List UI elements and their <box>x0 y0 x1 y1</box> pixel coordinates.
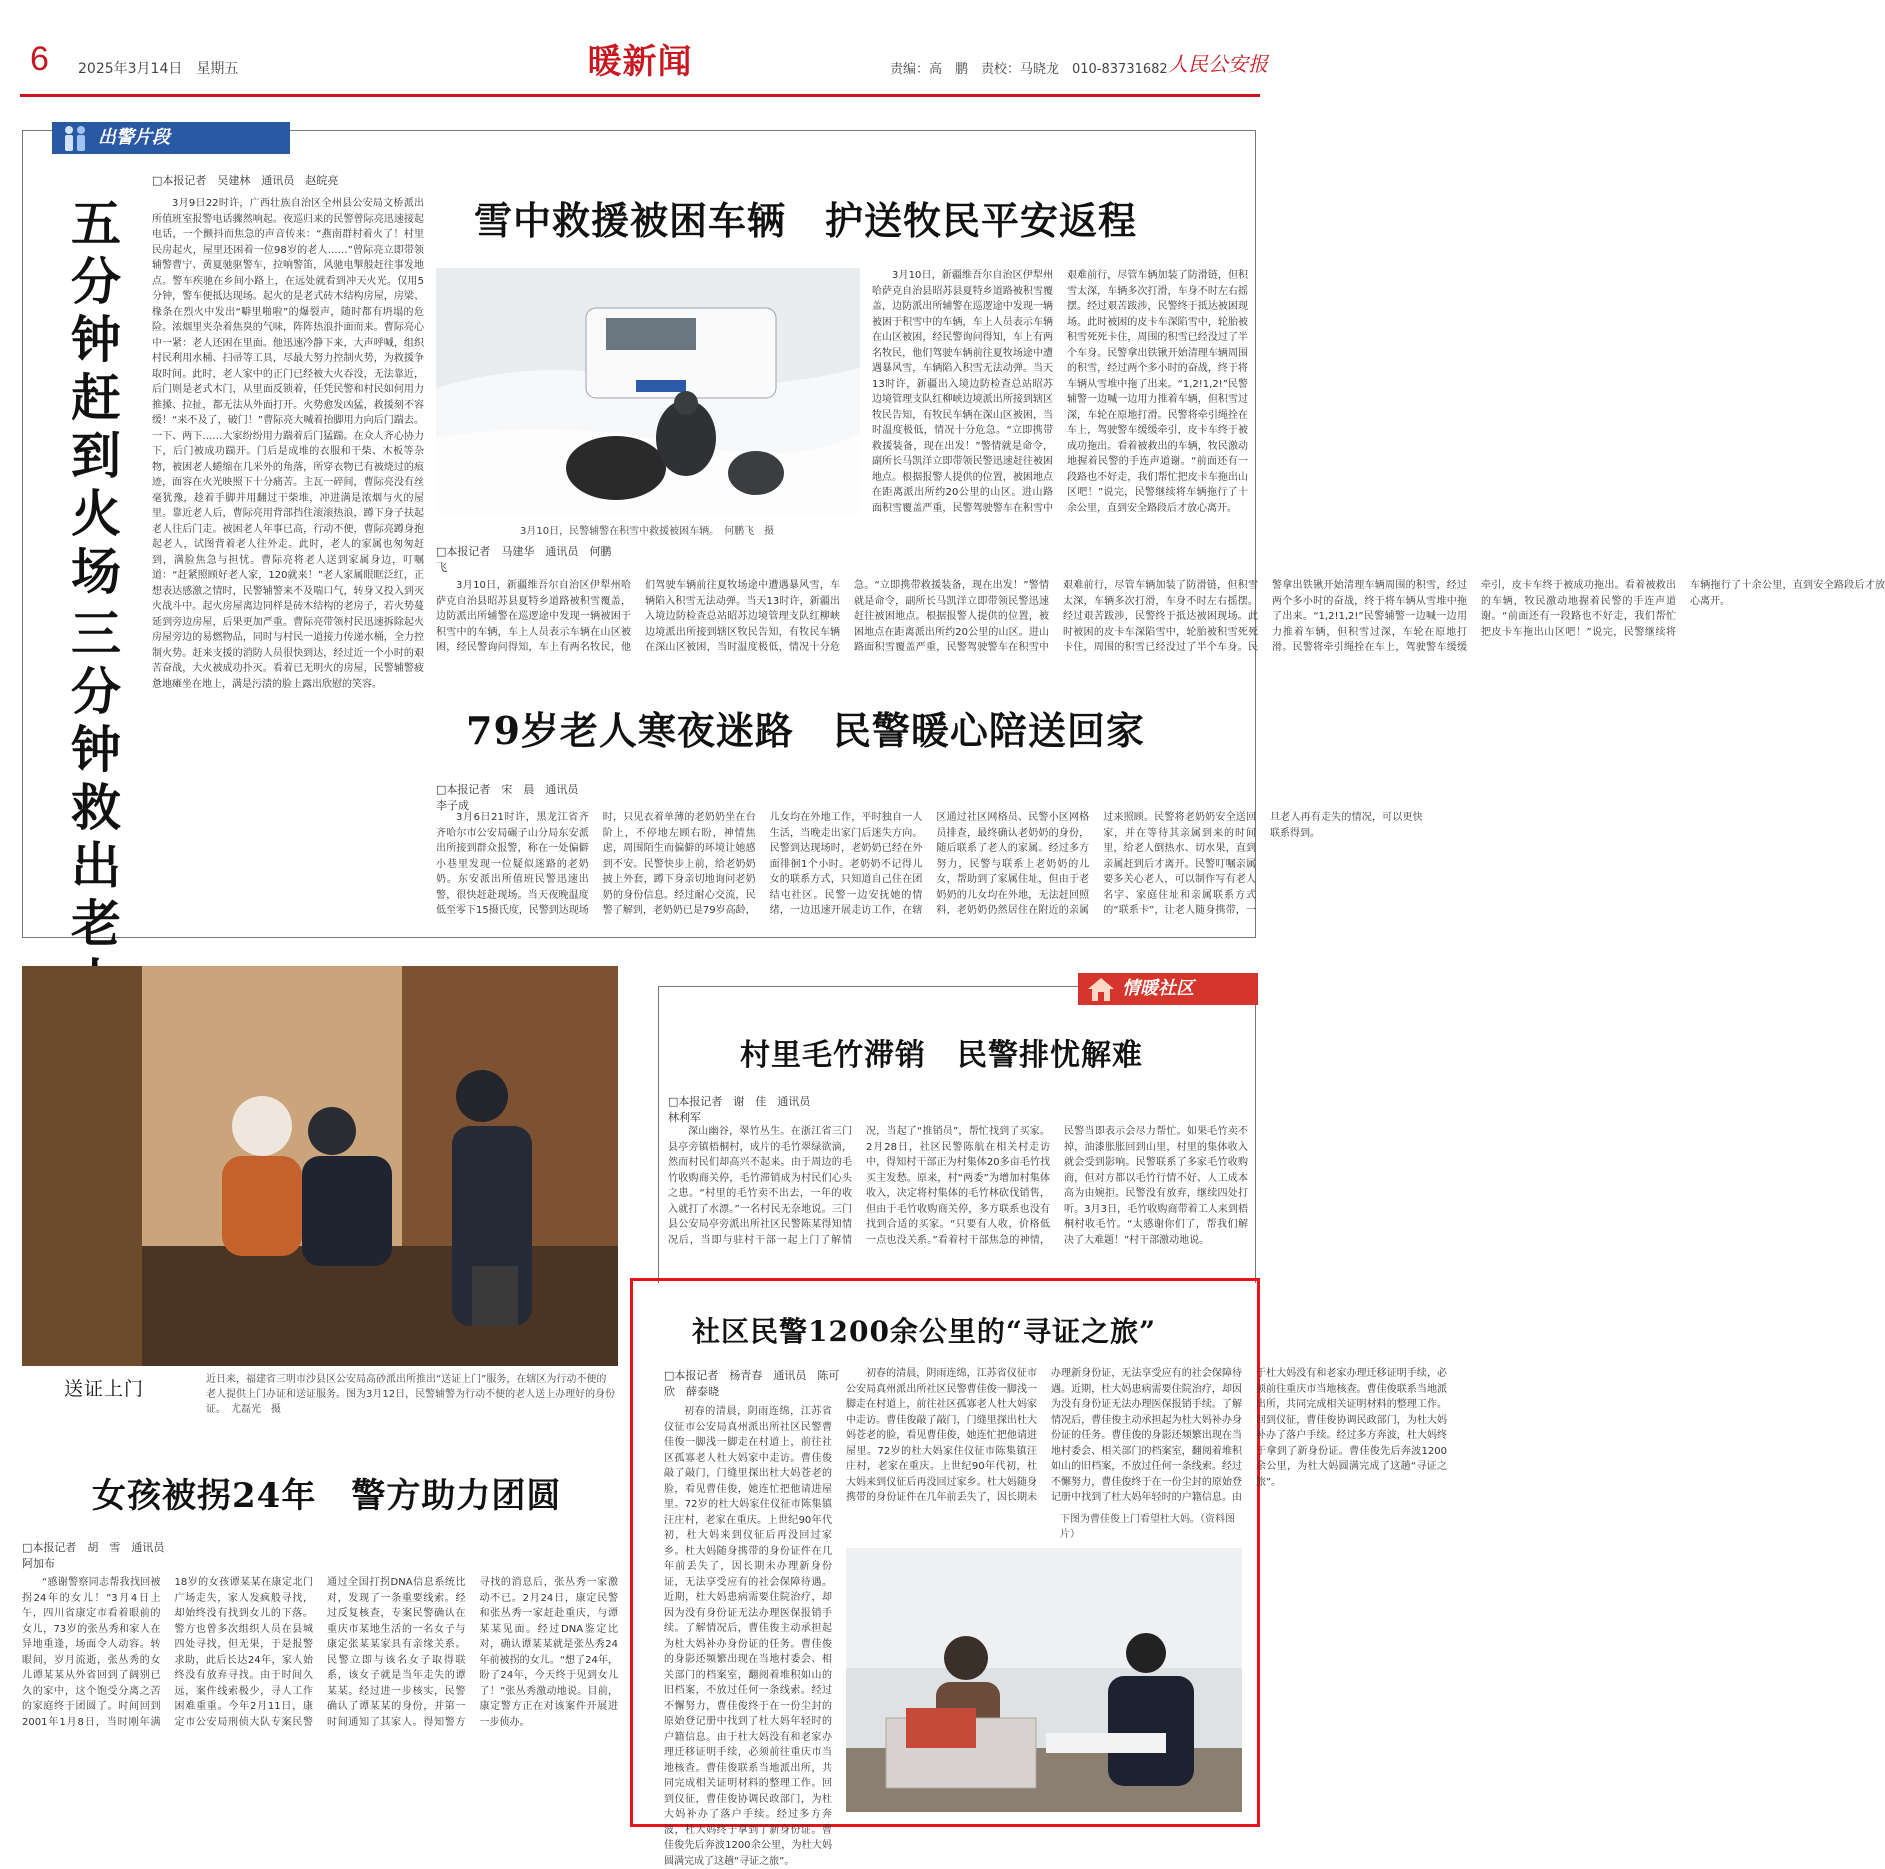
story2-body-col2: 3月10日，新疆维吾尔自治区伊犁州哈萨克自治县昭苏县夏特乡道路被积雪覆盖，边防派出所辅警在巡逻途中发现一辆被困于积雪中的车辆，车上人员表示车辆在山区被困，经民警询问得知，车上有两名牧民，他们驾驶车辆前往夏牧场途中遭遇暴风雪，车辆陷入积雪无法动弹。当天13时许，新疆出入境边防检查总站昭苏边境管理支队红柳峡边境派出所接到辖区牧民告知，有牧民车辆在深山区被困，当时温度极低，情况十分危急。“立即携带救援装备，现在出发！”警情就是命令，副所长马凯洋立即带领民警迅速赶往被困地点。根据报警人提供的位置，被困地点在距离派出所约20公里的山区。进山路面积雪覆盖严重，民警驾驶警车在积雪中艰难前行，尽管车辆加装了防滑链，但积雪太深，车辆多次打滑，车身不时左右摇摆。经过艰苦跋涉，民警终于抵达被困现场。此时被困的皮卡车深陷雪中，轮胎被积雪死死卡住，周围的积雪已经没过了半个车身。民警拿出铁锹开始清理车辆周围的积雪，经过两个多小时的奋战，终于将车辆从雪堆中拖了出来。“1,2!1,2!”民警辅警一边喊一边用力推着车辆，但积雪过深，车轮在原地打滑。民警将牵引绳拴在车上，驾驶警车缓缓牵引，皮卡车终于被成功拖出。看着被救出的车辆，牧民激动地握着民警的手连声道谢。“前面还有一段路也不好走，我们帮忙把皮卡车拖出山区吧！”说完，民警继续将车辆拖行了十余公里，直到安全路段后才放心离开。 <box>872 270 1248 514</box>
story3-body: 3月6日21时许，黑龙江省齐齐哈尔市公安局碾子山分局东安派出所接到群众报警，称在一处偏僻小巷里发现一位疑似迷路的老奶奶。东安派出所值班民警迅速出警，很快赶赴现场。当天夜晚温度低至零下15摄氏度，民警到达现场时，只见衣着单薄的老奶奶坐在台阶上，不停地左顾右盼，神情焦虑，周围陌生而偏僻的环境让她感到不安。民警快步上前，给老奶奶披上外套，蹲下身亲切地询问老奶奶的身份信息。经过耐心交流，民警了解到，老奶奶已是79岁高龄，儿女均在外地工作，平时独自一人生活，当晚走出家门后迷失方向。民警到达现场时，老奶奶已经在外面徘徊1个小时。老奶奶不记得儿女的联系方式，只知道自己住在团结屯社区。民警一边安抚她的情绪，一边迅速开展走访工作，在辖区通过社区网格员、民警小区网格员排查，最终确认老奶奶的身份，随后联系了老人的家属。经过多方努力，民警与联系上老奶奶的儿女，帮助到了家属住址，但由于老奶奶的儿女均在外地，无法赶回照料，老奶奶仍然居住在附近的亲属过来照顾。民警将老奶奶安全送回家，并在等待其亲属到来的时间里，给老人倒热水、切水果，直到亲属赶到后才离开。民警叮嘱亲属要多关心老人，可以制作写有老人名字、家庭住址和亲属联系方式的“联系卡”，让老人随身携带，一旦老人再有走失的情况，可以更快联系得到。 <box>436 812 1423 916</box>
section-tag-qingnuan <box>1078 973 1258 1005</box>
police-figures-icon <box>60 125 90 151</box>
story5-photo-visit <box>846 1548 1242 1812</box>
issue-date: 2025年3月14日 星期五 <box>78 61 239 77</box>
photo-id-delivery-caption: 近日来，福建省三明市沙县区公安局高砂派出所推出“送证上门”服务，在辖区为行动不便的老人提供上门办证和送证服务。图为3月12日，民警辅警为行动不便的老人送上办理好的身份证。 尤磊光 摄 <box>206 1374 616 1415</box>
page-number: 6 <box>30 40 49 78</box>
story2-title: 雪中救援被困车辆 护送牧民平安返程 <box>474 198 1138 243</box>
story4-title: 村里毛竹滞销 民警排忧解难 <box>740 1038 1143 1073</box>
section-tag-label: 情暖社区 <box>1122 978 1194 999</box>
house-icon <box>1086 976 1116 1002</box>
masthead-rule <box>20 94 1260 97</box>
story3-byline: □本报记者 宋 晨 通讯员 李子成 <box>436 783 590 812</box>
story2-photo-caption: 3月10日，民警辅警在积雪中救援被困车辆。 何鹏飞 摄 <box>520 526 775 537</box>
masthead <box>0 0 1280 100</box>
story3-title: 79岁老人寒夜迷路 民警暖心陪送回家 <box>466 708 1145 753</box>
story2-body-col1: 3月10日，新疆维吾尔自治区伊犁州哈萨克自治县昭苏县夏特乡道路被积雪覆盖，边防派出所辅警在巡逻途中发现一辆被困于积雪中的车辆，车上人员表示车辆在山区被困，经民警询问得知，车上有两名牧民，他们驾驶车辆前往夏牧场途中遭遇暴风雪，车辆陷入积雪无法动弹。当天13时许，新疆出入境边防检查总站昭苏边境管理支队红柳峡边境派出所接到辖区牧民告知，有牧民车辆在深山区被困，当时温度极低，情况十分危急。“立即携带救援装备，现在出发！”警情就是命令，副所长马凯洋立即带领民警迅速赶往被困地点。根据报警人提供的位置，被困地点在距离派出所约20公里的山区。进山路面积雪覆盖严重，民警驾驶警车在积雪中艰难前行，尽管车辆加装了防滑链，但积雪太深，车辆多次打滑，车身不时左右摇摆。经过艰苦跋涉，民警终于抵达被困现场。此时被困的皮卡车深陷雪中，轮胎被积雪死死卡住，周围的积雪已经没过了半个车身。民警拿出铁锹开始清理车辆周围的积雪，经过两个多小时的奋战，终于将车辆从雪堆中拖了出来。“1,2!1,2!”民警辅警一边喊一边用力推着车辆，但积雪过深，车轮在原地打滑。民警将牵引绳拴在车上，驾驶警车缓缓牵引，皮卡车终于被成功拖出。看着被救出的车辆，牧民激动地握着民警的手连声道谢。“前面还有一段路也不好走，我们帮忙把皮卡车拖出山区吧！”说完，民警继续将车辆拖行了十余公里，直到安全路段后才放心离开。 <box>436 580 1885 653</box>
section-tag-label: 出警片段 <box>98 127 170 148</box>
story5-title: 社区民警1200余公里的“寻证之旅” <box>692 1315 1157 1348</box>
photo-id-delivery-title: 送证上门 <box>64 1378 145 1400</box>
section-tag-chujing <box>52 122 290 154</box>
photo-id-delivery <box>22 966 618 1366</box>
section-title: 暖新闻 <box>587 42 693 82</box>
story1-title-line1: 五 分 钟 赶 到 火 场 <box>71 194 121 601</box>
story6-title: 女孩被拐24年 警方助力团圆 <box>92 1476 562 1516</box>
story1-body: 3月9日22时许，广西壮族自治区全州县公安局文桥派出所值班室报警电话骤然响起。夜巡归来的民警曾际亮迅速接起电话，一个颤抖而焦急的声音传来：“燕南群村着火了！村里民房起火，屋里还困着一位98岁的老人……”曾际亮立即带领辅警曹宁、黄夏驰驱警车，拉响警笛，风驰电掣般赶往事发地点。警车疾驰在乡间小路上，在远处就看到冲天火光。仅用5分钟，警车便抵达现场。起火的是老式砖木结构房屋，房梁、椽条在烈火中发出“噼里啪啦”的爆裂声，随时都有坍塌的危险。浓烟里夹杂着焦臭的气味，阵阵热浪扑面而来。曹际亮心中一紧：老人还困在里面。他迅速冷静下来，大声呼喊，组织村民利用水桶、扫帚等工具，尽最大努力控制火势，为救援争取时间。此时，老人家中的正门已经被大火吞没，无法靠近，后门则是老式木门，从里面反锁着，任凭民警和村民如何用力推搡、拉扯，都无法从外面打开。火势愈发凶猛，救援刻不容缓！“来不及了，破门！”曹际亮大喊着抬脚用力向后门踹去。一下、两下……大家纷纷用力踹着后门猛踹。在众人齐心协力下，后门被成功踹开。门后是成堆的衣服和干柴、木板等杂物，被困老人蜷缩在几米外的角落，所穿衣物已有被烧过的痕迹，面容在火光映照下十分痛苦。主瓦一碎间，曹际亮没有丝毫犹豫，趁着手脚并用翻过干柴堆，冲进满是浓烟与火的屋里。靠近老人后，曹际亮用背部挡住滚滚热浪，蹲下身子扶起老人往后门走。被困老人年事已高，行动不便，曹际亮蹲身抱起老人，试图背着老人往外走。此时，老人的家属也匆匆赶到，满脸焦急与担忧。曹际亮将老人送到家属身边，叮嘱道：“赶紧照顾好老人家，120就来！”老人家属眼眶泛红，正想表达感激之情时，民警辅警来不及喘口气，转身又投入到灭火战斗中。起火房屋离边同样是砖木结构的老房子，若火势蔓延到旁边房屋，后果更加严重。曹际亮带领村民迅速拆除起火房屋旁边的易燃物品，同时与村民一道接力传递水桶，全力控制火势。赶来支援的消防人员很快到达，经过近一个小时的艰苦奋战，大火被成功扑灭。看着已无明火的房屋，民警辅警疲惫地瘫坐在地上，满是污渍的脸上露出欣慰的笑容。 <box>152 198 424 690</box>
story2-photo-snow-rescue <box>436 268 860 516</box>
story5-body: 初春的清晨，阴雨连绵，江苏省仪征市公安局真州派出所社区民警曹佳俊一脚浅一脚走在村道上，前往社区孤寡老人杜大妈家中走访。曹佳俊敲了敲门，门缝里探出杜大妈苍老的脸，看见曹佳俊，她连忙把他请进屋里。72岁的杜大妈家住仪征市陈集镇汪庄村，老家在重庆。上世纪90年代初，杜大妈来到仪征后再没回过家乡。杜大妈随身携带的身份证件在几年前丢失了，因长期未办理新身份证，无法享受应有的社会保障待遇。近期，杜大妈患病需要住院治疗，却因为没有身份证无法办理医保报销手续。了解情况后，曹佳俊主动承担起为杜大妈补办身份证的任务。曹佳俊的身影还频繁出现在当地村委会、相关部门的档案室，翻阅着堆积如山的旧档案，不放过任何一条线索。经过不懈努力，曹佳俊终于在一份尘封的原始登记册中找到了杜大妈年轻时的户籍信息。由于杜大妈没有和老家办理迁移证明手续，必须前往重庆市当地核查。曹佳俊联系当地派出所，共同完成相关证明材料的整理工作。回到仪征，曹佳俊协调民政部门，为杜大妈补办了落户手续。经过多方奔波，杜大妈终于拿到了新身份证。曹佳俊先后奔波1200余公里，为杜大妈圆满完成了这趟“寻证之旅”。 <box>664 1406 832 1867</box>
story1-title-line2: 三 分 钟 救 出 老 <box>71 604 121 953</box>
story5-body-col2: 初春的清晨，阴雨连绵，江苏省仪征市公安局真州派出所社区民警曹佳俊一脚浅一脚走在村道上，前往社区孤寡老人杜大妈家中走访。曹佳俊敲了敲门，门缝里探出杜大妈苍老的脸，看见曹佳俊，她连忙把他请进屋里。72岁的杜大妈家住仪征市陈集镇汪庄村，老家在重庆。上世纪90年代初，杜大妈来到仪征后再没回过家乡。杜大妈随身携带的身份证件在几年前丢失了，因长期未办理新身份证，无法享受应有的社会保障待遇。近期，杜大妈患病需要住院治疗，却因为没有身份证无法办理医保报销手续。了解情况后，曹佳俊主动承担起为杜大妈补办身份证的任务。曹佳俊的身影还频繁出现在当地村委会、相关部门的档案室，翻阅着堆积如山的旧档案，不放过任何一条线索。经过不懈努力，曹佳俊终于在一份尘封的原始登记册中找到了杜大妈年轻时的户籍信息。由于杜大妈没有和老家办理迁移证明手续，必须前往重庆市当地核查。曹佳俊联系当地派出所，共同完成相关证明材料的整理工作。回到仪征，曹佳俊协调民政部门，为杜大妈补办了落户手续。经过多方奔波，杜大妈终于拿到了新身份证。曹佳俊先后奔波1200余公里，为杜大妈圆满完成了这趟“寻证之旅”。 <box>846 1368 1447 1503</box>
story4-body: 深山幽谷，翠竹丛生。在浙江省三门县亭旁镇梧桐村，成片的毛竹翠绿欲滴，然而村民们却高兴不起来。由于周边的毛竹收购商关停，毛竹滞销成为村民们心头之患。“村里的毛竹卖不出去，一年的收入就打了水漂。”一名村民无奈地说。三门县公安局亭旁派出所社区民警陈某得知情况后，当即与驻村干部一起上门了解情况，当起了“推销员”，帮忙找到了买家。2月28日，社区民警陈航在相关村走访中，得知村干部正为村集体20多亩毛竹找买主发愁。原来，村“两委”为增加村集体收入，决定将村集体的毛竹林砍伐销售，但由于毛竹收购商关停，多方联系也没有找到合适的买家。“只要有人收，价格低一点也没关系。”看着村干部焦急的神情，民警当即表示会尽力帮忙。如果毛竹卖不掉，油漆胀胀回到山里，村里的集体收入就会受到影响。民警联系了多家毛竹收购商，但对方都以毛竹行情不好、人工成本高为由婉拒。民警没有放弃，继续四处打听。3月3日，毛竹收购商带着工人来到梧桐村收毛竹。“太感谢你们了，帮我们解决了大难题！”村干部激动地说。 <box>668 1126 1248 1246</box>
story2-byline: □本报记者 马建华 通讯员 何鹏飞 <box>436 545 612 574</box>
story5-photo-caption: 下图为曹佳俊上门看望杜大妈。（资料图片） <box>1060 1514 1235 1540</box>
story5-byline: □本报记者 杨青春 通讯员 陈可欣 薛泰晓 <box>664 1369 840 1398</box>
story6-body: “感谢警察同志帮我找回被拐24年的女儿！”3月4日上午，四川省康定市看着眼前的女儿，73岁的张丛秀和家人在异地重逢，场面令人动容。转眼间，岁月流逝，张丛秀的女儿谭某某从外省回到了阔别已久的家中，这个饱受分离之苦的家庭终于团圆了。时间回到2001年1月8日，当时刚年满18岁的女孩谭某某在康定北门广场走失，家人发疯般寻找，却始终没有找到女儿的下落。警方也曾多次组织人员在县城四处寻找，但无果，于是报警求助，此后长达24年，家人始终没有放弃寻找。由于时间久远，案件线索极少，寻人工作困难重重。今年2月11日，康定市公安局刑侦大队专案民警通过全国打拐DNA信息系统比对，发现了一条重要线索。经过反复核查，专案民警确认在重庆市某地生活的一名女子与康定张某某家具有亲缘关系。民警立即与该名女子取得联系，该女子就是当年走失的谭某某。经过进一步核实，民警确认了谭某某的身份，并第一时间通知了其家人。得知警方寻找的消息后，张丛秀一家激动不已。2月24日，康定民警和张丛秀一家赶赴重庆，与谭某某见面。经过DNA鉴定比对，确认谭某某就是张丛秀24年前被拐的女儿。“想了24年，盼了24年，今天终于见到女儿了！”张丛秀激动地说。目前，康定警方正在对该案件开展进一步侦办。 <box>22 1577 618 1728</box>
editor-credits: 责编：高 鹏 责校：马晓龙 010-83731682 <box>890 62 1168 77</box>
story6-byline: □本报记者 胡 雪 通讯员 阿加布 <box>22 1541 176 1570</box>
story4-byline: □本报记者 谢 佳 通讯员 林利军 <box>668 1095 822 1124</box>
story1-byline: □本报记者 吴建林 通讯员 赵皖亮 <box>152 174 339 187</box>
newspaper-brand-logo: 人民公安报 <box>1168 52 1268 76</box>
